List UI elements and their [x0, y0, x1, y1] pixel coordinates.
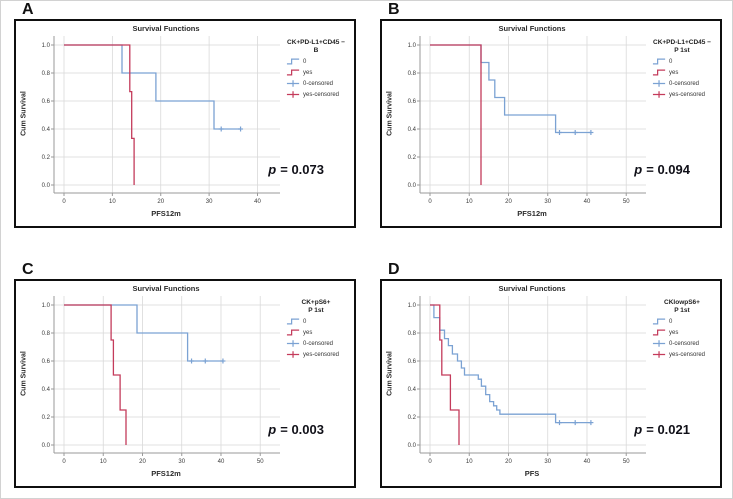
- panel-b: [380, 0, 722, 228]
- legend-title: [280, 299, 352, 315]
- legend-swatch-censored-icon: [652, 350, 667, 359]
- legend-swatch-censored-icon: [286, 79, 301, 88]
- svg-text:20: 20: [505, 199, 512, 205]
- legend: [646, 299, 718, 359]
- legend-swatch-line-icon: [286, 57, 301, 66]
- svg-text:0.4: 0.4: [407, 127, 416, 133]
- svg-text:0.0: 0.0: [41, 183, 50, 189]
- svg-text:0: 0: [428, 199, 432, 205]
- legend-swatch-line-icon: [286, 328, 301, 337]
- svg-text:20: 20: [505, 459, 512, 465]
- svg-text:0.2: 0.2: [407, 415, 416, 421]
- legend-item-label: yes-censored: [303, 351, 340, 358]
- legend-item: [646, 339, 718, 348]
- panel-c: [14, 260, 356, 488]
- legend-swatch-line-icon: [652, 317, 667, 326]
- legend-item: [280, 90, 352, 99]
- svg-text:0.0: 0.0: [407, 443, 416, 449]
- svg-text:1.0: 1.0: [407, 303, 416, 309]
- legend-item: [280, 350, 352, 359]
- legend-item-label: 0: [303, 58, 307, 65]
- svg-text:50: 50: [622, 459, 630, 465]
- svg-text:0.0: 0.0: [41, 443, 50, 449]
- svg-text:30: 30: [544, 199, 552, 205]
- svg-text:20: 20: [139, 459, 146, 465]
- legend-title: [280, 39, 352, 55]
- svg-text:0.2: 0.2: [407, 155, 416, 161]
- legend-item-label: yes-censored: [669, 91, 706, 98]
- svg-text:10: 10: [99, 459, 107, 465]
- legend-item: [280, 79, 352, 88]
- svg-text:1.0: 1.0: [41, 43, 50, 49]
- legend: [280, 299, 352, 359]
- svg-text:50: 50: [622, 199, 630, 205]
- y-axis-label: Cum Survival: [20, 91, 28, 136]
- legend-item-label: 0-censored: [669, 340, 700, 347]
- svg-text:20: 20: [157, 199, 165, 205]
- legend-item: [646, 328, 718, 337]
- chart-title: Survival Functions: [132, 284, 200, 293]
- legend-swatch-line-icon: [286, 68, 301, 77]
- legend-swatch-censored-icon: [286, 350, 301, 359]
- svg-text:30: 30: [205, 199, 213, 205]
- x-axis-label: PFS12m: [151, 209, 181, 218]
- legend-title-line1: CK+PD-L1+CD45 −: [653, 39, 711, 46]
- legend-item-label: 0: [669, 318, 673, 325]
- legend-swatch-line-icon: [286, 317, 301, 326]
- panel-d: [380, 260, 722, 488]
- legend-item-label: 0: [303, 318, 307, 325]
- svg-text:0.2: 0.2: [41, 155, 50, 161]
- legend-item: [646, 350, 718, 359]
- svg-text:0.6: 0.6: [407, 99, 416, 105]
- panel-box: [380, 279, 722, 488]
- chart-title: Survival Functions: [498, 284, 566, 293]
- x-axis-label: PFS12m: [151, 469, 181, 478]
- legend-item-label: 0-censored: [303, 80, 334, 87]
- svg-text:1.0: 1.0: [41, 303, 50, 309]
- legend-swatch-censored-icon: [652, 90, 667, 99]
- svg-text:0.6: 0.6: [407, 359, 416, 365]
- legend-item: [646, 57, 718, 66]
- p-value: p = 0.073: [268, 162, 324, 177]
- svg-text:10: 10: [465, 459, 473, 465]
- chart-title: Survival Functions: [132, 24, 200, 33]
- svg-text:50: 50: [256, 459, 264, 465]
- legend-item-label: yes: [303, 69, 313, 76]
- legend-swatch-censored-icon: [652, 79, 667, 88]
- p-value: p = 0.003: [268, 422, 324, 437]
- y-axis-label: Cum Survival: [386, 91, 394, 136]
- svg-text:0.6: 0.6: [41, 359, 50, 365]
- panel-label: D: [388, 261, 400, 278]
- svg-text:0.8: 0.8: [41, 71, 50, 77]
- legend: [646, 39, 718, 99]
- svg-text:40: 40: [583, 199, 591, 205]
- legend-title-line1: CK+pS6+: [301, 299, 331, 306]
- legend-item-label: yes: [669, 69, 679, 76]
- svg-text:40: 40: [583, 459, 591, 465]
- p-value: p = 0.021: [634, 422, 690, 437]
- legend-swatch-line-icon: [652, 68, 667, 77]
- p-value: p = 0.094: [634, 162, 690, 177]
- svg-text:10: 10: [465, 199, 473, 205]
- legend-item-label: 0: [669, 58, 673, 65]
- svg-text:0.8: 0.8: [407, 71, 416, 77]
- panel-label: C: [22, 261, 34, 278]
- legend-title-line1: CKlowpS6+: [664, 299, 700, 306]
- legend-item: [280, 68, 352, 77]
- legend-item: [280, 57, 352, 66]
- legend-swatch-line-icon: [652, 57, 667, 66]
- legend-title-line2: P 1st: [674, 47, 690, 55]
- legend-title: [646, 299, 718, 315]
- y-axis-label: Cum Survival: [20, 351, 28, 396]
- panel-label: B: [388, 1, 400, 18]
- legend-item: [646, 68, 718, 77]
- panel-box: [380, 19, 722, 228]
- legend-item-label: yes: [669, 329, 679, 336]
- panel-box: [14, 19, 356, 228]
- legend-title-line2: B: [313, 47, 319, 55]
- svg-text:40: 40: [254, 199, 261, 205]
- legend-title-line2: P 1st: [308, 307, 324, 315]
- legend-item: [646, 79, 718, 88]
- legend-title: [646, 39, 718, 55]
- legend-title-line1: CK+PD-L1+CD45 −: [287, 39, 345, 46]
- svg-text:0.6: 0.6: [41, 99, 50, 105]
- legend-swatch-censored-icon: [286, 90, 301, 99]
- legend-item-label: 0-censored: [669, 80, 700, 87]
- x-axis-label: PFS12m: [517, 209, 547, 218]
- svg-text:0.8: 0.8: [407, 331, 416, 337]
- legend-title-line2: P 1st: [674, 307, 690, 315]
- legend-item-label: yes-censored: [303, 91, 340, 98]
- legend-item: [646, 90, 718, 99]
- svg-text:0.4: 0.4: [41, 387, 50, 393]
- chart-title: Survival Functions: [498, 24, 566, 33]
- svg-text:0.4: 0.4: [41, 127, 50, 133]
- legend-item: [646, 317, 718, 326]
- svg-text:0.4: 0.4: [407, 387, 416, 393]
- svg-text:0: 0: [62, 199, 66, 205]
- legend-swatch-censored-icon: [286, 339, 301, 348]
- y-axis-label: Cum Survival: [386, 351, 394, 396]
- legend: [280, 39, 352, 99]
- legend-item: [280, 339, 352, 348]
- legend-item-label: 0-censored: [303, 340, 334, 347]
- svg-text:1.0: 1.0: [407, 43, 416, 49]
- legend-item: [280, 328, 352, 337]
- svg-text:30: 30: [544, 459, 552, 465]
- svg-text:10: 10: [109, 199, 116, 205]
- legend-item-label: yes-censored: [669, 351, 706, 358]
- panel-a: [14, 0, 356, 228]
- svg-text:30: 30: [178, 459, 186, 465]
- legend-item: [280, 317, 352, 326]
- svg-text:0.0: 0.0: [407, 183, 416, 189]
- svg-text:0.8: 0.8: [41, 331, 50, 337]
- x-axis-label: PFS: [524, 469, 540, 478]
- legend-swatch-line-icon: [652, 328, 667, 337]
- svg-text:40: 40: [217, 459, 225, 465]
- legend-swatch-censored-icon: [652, 339, 667, 348]
- svg-text:0: 0: [428, 459, 432, 465]
- legend-item-label: yes: [303, 329, 313, 336]
- panel-box: [14, 279, 356, 488]
- svg-text:0.2: 0.2: [41, 415, 50, 421]
- svg-text:0: 0: [62, 459, 66, 465]
- panel-label: A: [22, 1, 34, 18]
